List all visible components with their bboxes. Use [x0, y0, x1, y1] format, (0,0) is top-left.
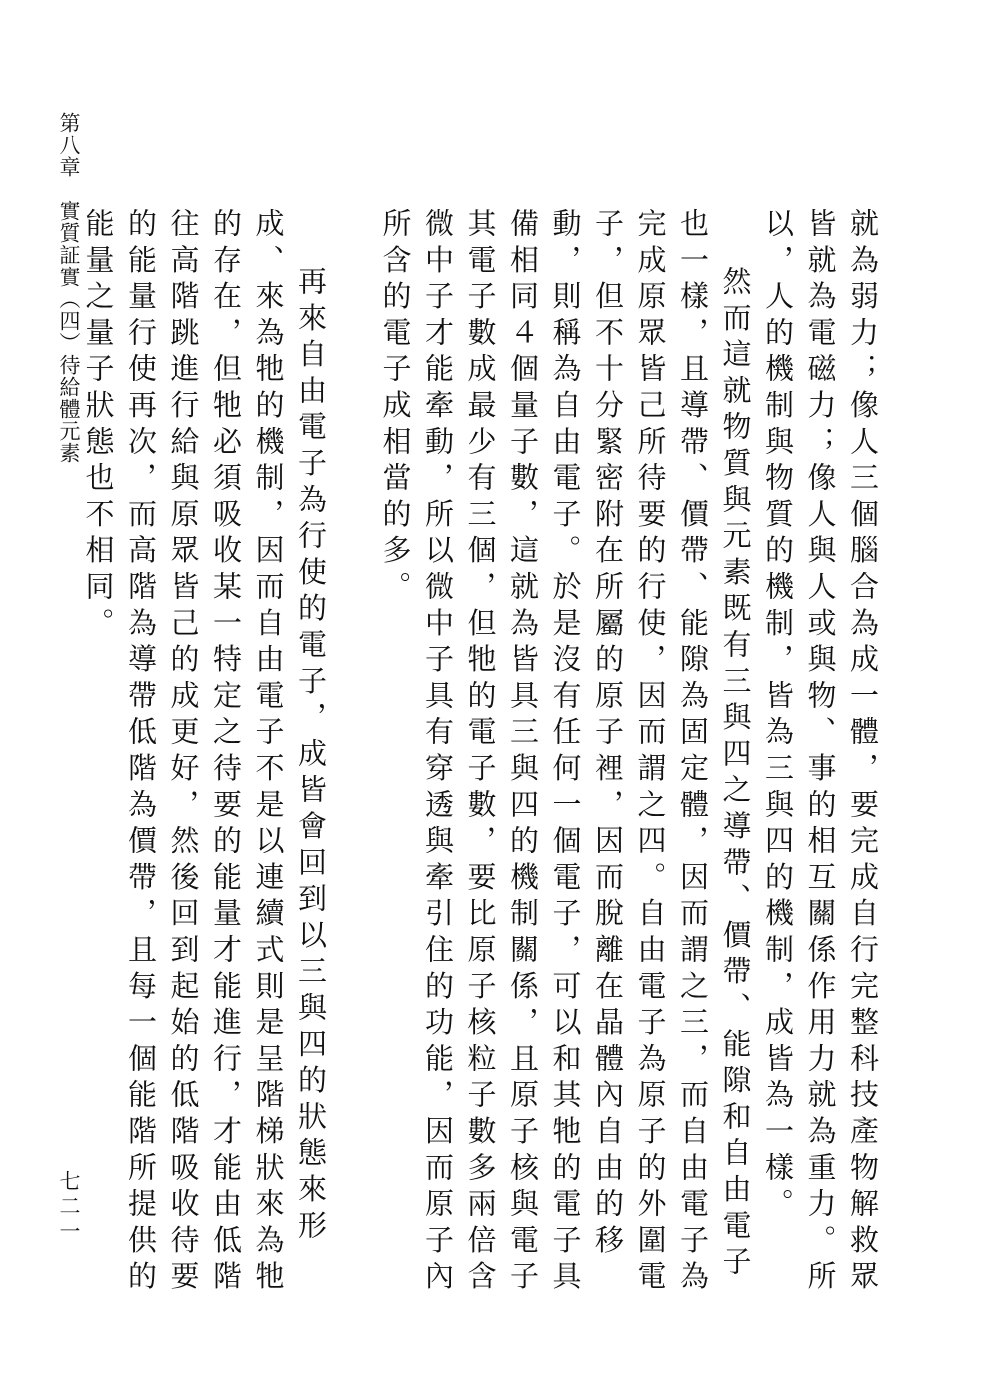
paragraph-3: 再來自由電子為行使的電子，成皆會回到以三與四的狀態來形成、來為牠的機制，因而自由電子不是以連續式則是呈階梯狀來為牠的存在，但牠必須吸收某一特定之待要的能量才能進行，才能由低階往高階跳進行給與原眾皆己的成更好，然後回到起始的低階吸收待要的能量行使再次，而高階為導帶低階為價帶，且每一個能階所提供的能量之量子狀態也不相同。: [81, 208, 328, 1297]
body-text: [77, 208, 884, 1308]
paragraph-2: 然而這就物質與元素既有三與四之導帶、價帶、能隙和自由電子也一樣，且導帶、價帶、能隙為固定體，因而謂之三，而自由電子為完成原眾皆己所待要的行使，因而謂之四。自由電子為原子的外圍電子，但不十分緊密附在所屬的原子裡，因而脫離在晶體內自由的移動，則稱為自由電子。於是沒有任何一個電子，可以和其牠的電子具備相同４個量子數，這就為皆具三與四的機制關係，且原子核與電子其電子數成最少有三個，但牠的電子數，要比原子核粒子數多兩倍含微中子才能牽動，所以微中子具有穿透與牽引住的功能，因而原子內所含的電子成相當的多。: [378, 208, 753, 1297]
running-header: 第八章 實質証實（四）待給體元素: [57, 112, 81, 464]
page-number: 七二一: [57, 1170, 81, 1245]
paragraph-1: 就為弱力；像人三個腦合為成一體，要完成自行完整科技產物解救眾皆就為電磁力；像人與人或與物、事的相互關係作用力就為重力。所以，人的機制與物質的機制，皆為三與四的機制，成皆為一樣。: [761, 208, 880, 1297]
